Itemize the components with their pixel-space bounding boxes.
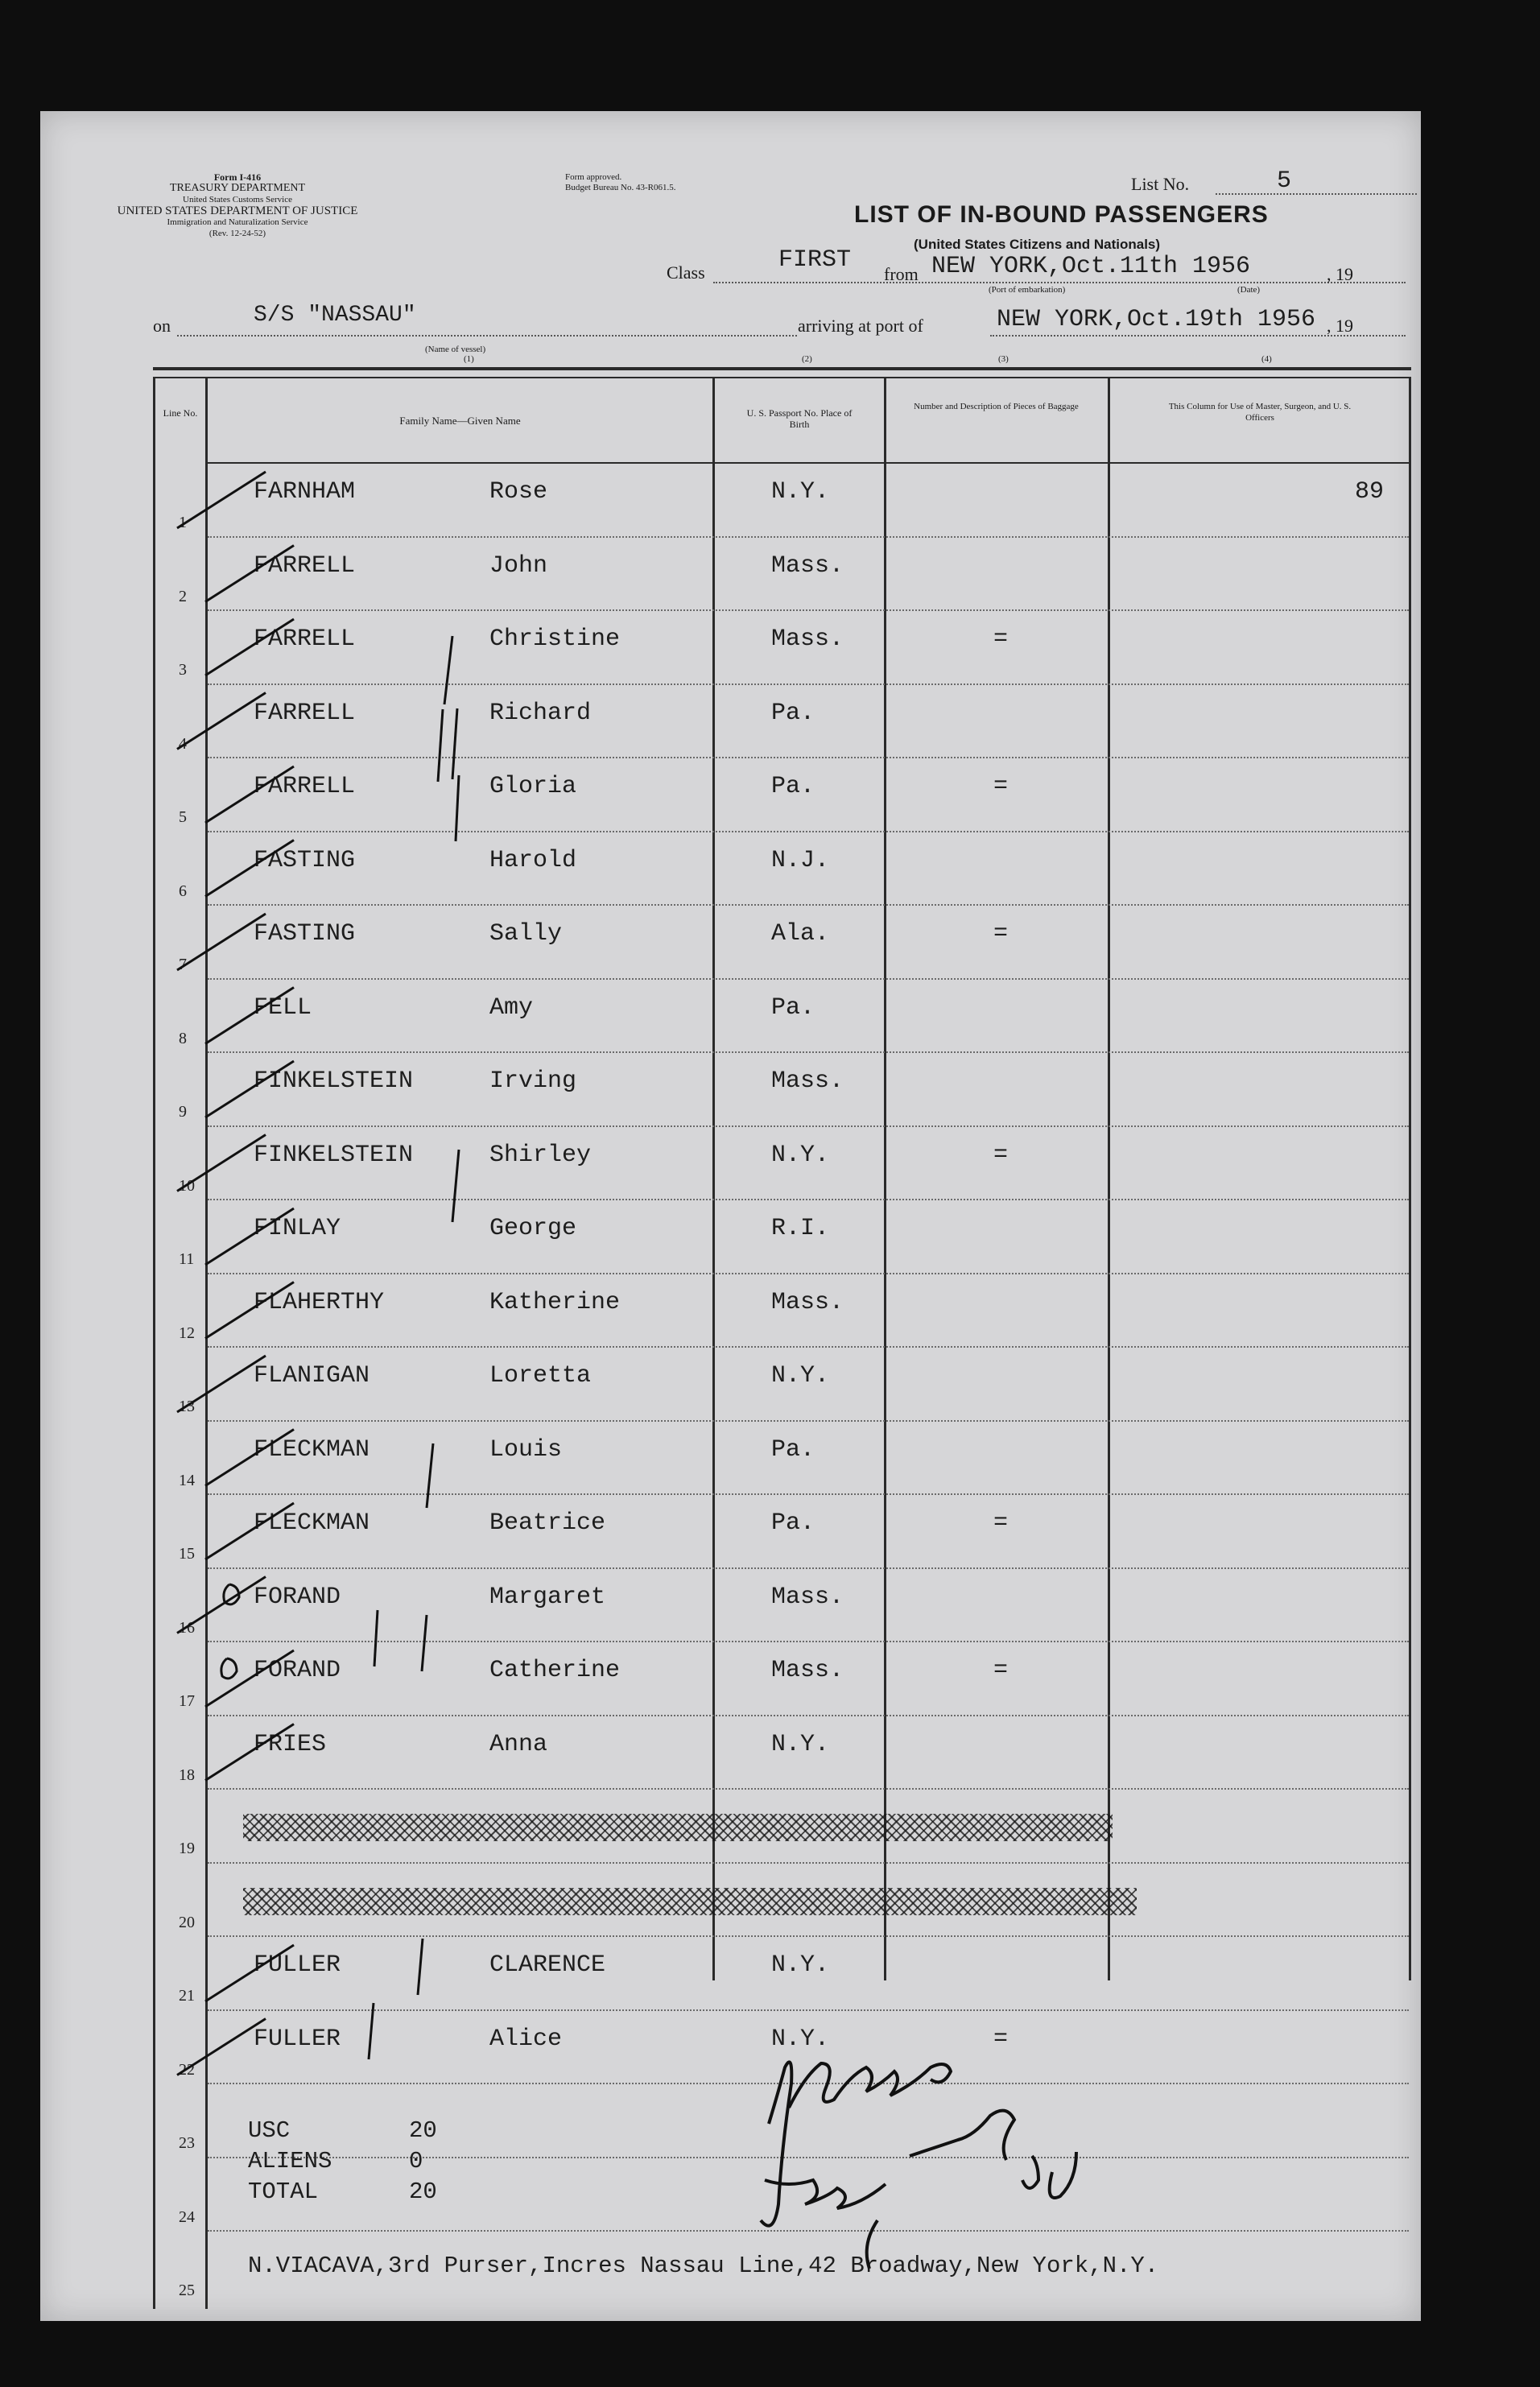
family-name: FLECKMAN	[254, 1435, 370, 1464]
list-no-label: List No.	[1131, 174, 1190, 194]
check-mark	[177, 693, 266, 750]
row-divider	[208, 1567, 1409, 1569]
line-number: 3	[179, 661, 187, 679]
line-number: 9	[179, 1103, 187, 1121]
place-of-birth: Pa.	[771, 993, 815, 1022]
total-total	[248, 2177, 437, 2207]
manifest-sheet	[40, 111, 1421, 2321]
line-number: 11	[179, 1250, 195, 1268]
given-name: Richard	[489, 699, 592, 727]
family-name: FULLER	[254, 2025, 341, 2053]
line-number: 14	[179, 1471, 195, 1489]
arriving-value: NEW YORK,Oct.19th 1956	[997, 306, 1316, 333]
approval-text: Form approved.	[565, 172, 622, 182]
from-value: NEW YORK,Oct.11th 1956	[931, 253, 1251, 280]
dept-treasury: TREASURY DEPARTMENT	[169, 182, 306, 194]
vessel-name-label: (Name of vessel)	[425, 345, 486, 354]
vessel-name: S/S "NASSAU"	[254, 303, 416, 328]
place-of-birth: N.Y.	[771, 1141, 830, 1169]
line-number: 4	[179, 734, 187, 753]
dept-justice: UNITED STATES DEPARTMENT OF JUSTICE	[117, 204, 358, 217]
line-number: 21	[179, 1987, 195, 2005]
given-name: Christine	[489, 626, 621, 653]
place-of-birth: Pa.	[771, 1509, 815, 1537]
port-embarkation-label: (Port of embarkation)	[989, 285, 1066, 295]
family-name: FLANIGAN	[254, 1362, 370, 1390]
given-name: Sally	[489, 920, 563, 948]
baggage: =	[993, 773, 1009, 800]
family-name: FLAHERTHY	[254, 1288, 385, 1316]
line-number: 22	[179, 2060, 195, 2079]
family-name: FASTING	[254, 846, 356, 874]
place-of-birth: Pa.	[771, 1435, 815, 1464]
date-label: (Date)	[1237, 285, 1261, 295]
given-name: Katherine	[489, 1288, 621, 1316]
approval-block	[565, 172, 675, 193]
baggage: =	[993, 2025, 1009, 2053]
baggage: =	[993, 626, 1009, 653]
line-number: 1	[179, 514, 187, 531]
family-name: FARRELL	[254, 626, 356, 653]
row-divider	[208, 1199, 1409, 1200]
list-no-value: 5	[1277, 167, 1292, 195]
struck-out-entry	[243, 1888, 1137, 1915]
row-divider	[208, 1493, 1409, 1495]
place-of-birth: N.Y.	[771, 1362, 830, 1390]
place-of-birth: Mass.	[771, 1288, 844, 1316]
family-name: FASTING	[254, 920, 356, 948]
row-divider	[208, 609, 1409, 611]
check-mark	[177, 914, 266, 970]
col-header-officers: This Column for Use of Master, Surgeon, and U. S. Officers	[1168, 402, 1352, 423]
row-divider	[208, 1125, 1409, 1127]
baggage: =	[993, 920, 1009, 948]
line-number: 24	[179, 2207, 195, 2226]
given-name: Gloria	[489, 773, 577, 800]
family-name: FORAND	[254, 1657, 341, 1684]
row-divider	[208, 757, 1409, 758]
given-name: Rose	[489, 478, 548, 506]
family-name: FARRELL	[254, 773, 356, 800]
col-mark-1: (1)	[464, 354, 474, 364]
given-name: John	[489, 551, 548, 580]
given-name: Amy	[489, 993, 534, 1022]
given-name: Margaret	[489, 1583, 606, 1611]
row-divider	[208, 2009, 1409, 2011]
row-divider	[208, 1641, 1409, 1642]
family-name: FARRELL	[254, 699, 356, 727]
col-mark-4: (4)	[1261, 354, 1272, 364]
line-number: 6	[179, 882, 187, 900]
given-name: Beatrice	[489, 1509, 606, 1537]
place-of-birth: Ala.	[771, 920, 830, 948]
total-total-value: 20	[409, 2178, 437, 2205]
purser-line: N.VIACAVA,3rd Purser,Incres Nassau Line,42 Broadway,New York,N.Y.	[248, 2253, 1159, 2279]
year-suffix-1: , 19	[1327, 264, 1353, 284]
row-divider	[208, 1788, 1409, 1790]
page-subtitle: (United States Citizens and Nationals)	[914, 237, 1161, 252]
place-of-birth: Mass.	[771, 1583, 844, 1611]
place-of-birth: N.Y.	[771, 1951, 830, 1979]
row-divider	[208, 2230, 1409, 2232]
line-number: 15	[179, 1545, 195, 1563]
total-usc	[248, 2116, 437, 2146]
page-title: LIST OF IN-BOUND PASSENGERS	[854, 201, 1269, 228]
dept-treasury-sub: United States Customs Service	[183, 195, 292, 204]
family-name: FRIES	[254, 1730, 327, 1758]
check-mark	[177, 472, 266, 528]
header-left-block	[117, 171, 358, 239]
family-name: FINKELSTEIN	[254, 1141, 414, 1169]
line-number: 2	[179, 587, 187, 605]
place-of-birth: Mass.	[771, 626, 844, 653]
arriving-label: arriving at port of	[798, 316, 923, 336]
total-usc-label: USC	[248, 2117, 291, 2144]
place-of-birth: Pa.	[771, 773, 815, 800]
line-number: 16	[179, 1618, 195, 1637]
row-divider	[208, 1420, 1409, 1422]
place-of-birth: N.Y.	[771, 478, 830, 506]
col-header-line: Line No.	[163, 407, 198, 419]
family-name: FELL	[254, 993, 312, 1022]
revision: (Rev. 12-24-52)	[208, 229, 266, 238]
col-mark-2: (2)	[802, 354, 812, 364]
class-label: Class	[667, 262, 705, 283]
on-label: on	[153, 316, 171, 336]
col-mark-3: (3)	[998, 354, 1009, 364]
line-number: 7	[179, 956, 187, 973]
struck-out-entry	[243, 1814, 1113, 1841]
total-aliens-label: ALIENS	[248, 2148, 332, 2174]
given-name: Harold	[489, 846, 577, 874]
baggage: =	[993, 1657, 1009, 1684]
year-suffix-2: , 19	[1327, 316, 1353, 336]
given-name: Alice	[489, 2025, 563, 2053]
row-divider	[208, 1051, 1409, 1053]
row-divider	[208, 1273, 1409, 1274]
line-number: 20	[179, 1913, 195, 1931]
line-number: 10	[179, 1176, 195, 1195]
place-of-birth: Pa.	[771, 699, 815, 727]
line-number: 19	[179, 1840, 195, 1857]
line-number: 12	[179, 1324, 195, 1342]
form-number: Form I-416	[213, 171, 262, 183]
total-aliens-value: 0	[409, 2148, 423, 2174]
row-divider	[208, 831, 1409, 832]
row-divider	[208, 2083, 1409, 2084]
place-of-birth: Mass.	[771, 1657, 844, 1684]
dept-justice-sub: Immigration and Naturalization Service	[167, 217, 308, 227]
place-of-birth: N.Y.	[771, 2025, 830, 2053]
family-name: FLECKMAN	[254, 1509, 370, 1537]
place-of-birth: N.Y.	[771, 1730, 830, 1758]
total-aliens	[248, 2146, 437, 2177]
row-divider	[208, 1715, 1409, 1716]
line-number: 8	[179, 1029, 187, 1047]
family-name: FARRELL	[254, 551, 356, 580]
place-of-birth: Mass.	[771, 551, 844, 580]
family-name: FARNHAM	[254, 478, 356, 506]
budget-text: Budget Bureau No. 43-R061.5.	[565, 183, 676, 192]
given-name: Louis	[489, 1435, 563, 1464]
baggage: =	[993, 1141, 1009, 1169]
family-name: FULLER	[254, 1951, 341, 1979]
total-total-label: TOTAL	[248, 2178, 319, 2205]
row-divider	[208, 1346, 1409, 1348]
totals-block	[248, 2116, 437, 2207]
place-of-birth: N.J.	[771, 846, 830, 874]
signature	[761, 2062, 1076, 2269]
given-name: Shirley	[489, 1141, 592, 1169]
given-name: Anna	[489, 1730, 548, 1758]
row-divider	[208, 904, 1409, 906]
row-divider	[208, 978, 1409, 980]
handwritten-marks	[40, 111, 1421, 2321]
given-name: Irving	[489, 1068, 577, 1095]
row-divider	[208, 536, 1409, 538]
total-usc-value: 20	[409, 2117, 437, 2144]
officer-note: 89	[1355, 478, 1385, 506]
row-divider	[208, 1862, 1409, 1864]
family-name: FORAND	[254, 1583, 341, 1611]
col-header-passport: U. S. Passport No. Place of Birth	[746, 407, 853, 430]
given-name: CLARENCE	[489, 1951, 606, 1979]
from-label: from	[884, 264, 919, 284]
row-divider	[208, 1935, 1409, 1937]
class-value: FIRST	[778, 246, 852, 274]
line-number: 23	[179, 2134, 195, 2152]
family-name: FINKELSTEIN	[254, 1068, 414, 1095]
row-divider	[208, 683, 1409, 685]
baggage: =	[993, 1509, 1009, 1537]
place-of-birth: R.I.	[771, 1215, 830, 1242]
given-name: George	[489, 1215, 577, 1242]
family-name: FINLAY	[254, 1215, 341, 1242]
col-header-name: Family Name—Given Name	[399, 415, 521, 427]
line-number: 17	[179, 1692, 195, 1710]
place-of-birth: Mass.	[771, 1068, 844, 1095]
line-number: 5	[179, 808, 187, 826]
line-number: 25	[179, 2282, 195, 2299]
col-header-baggage: Number and Description of Pieces of Baggage	[914, 402, 1079, 411]
given-name: Catherine	[489, 1657, 621, 1684]
line-number: 13	[179, 1398, 195, 1415]
line-number: 18	[179, 1765, 195, 1784]
given-name: Loretta	[489, 1362, 592, 1390]
